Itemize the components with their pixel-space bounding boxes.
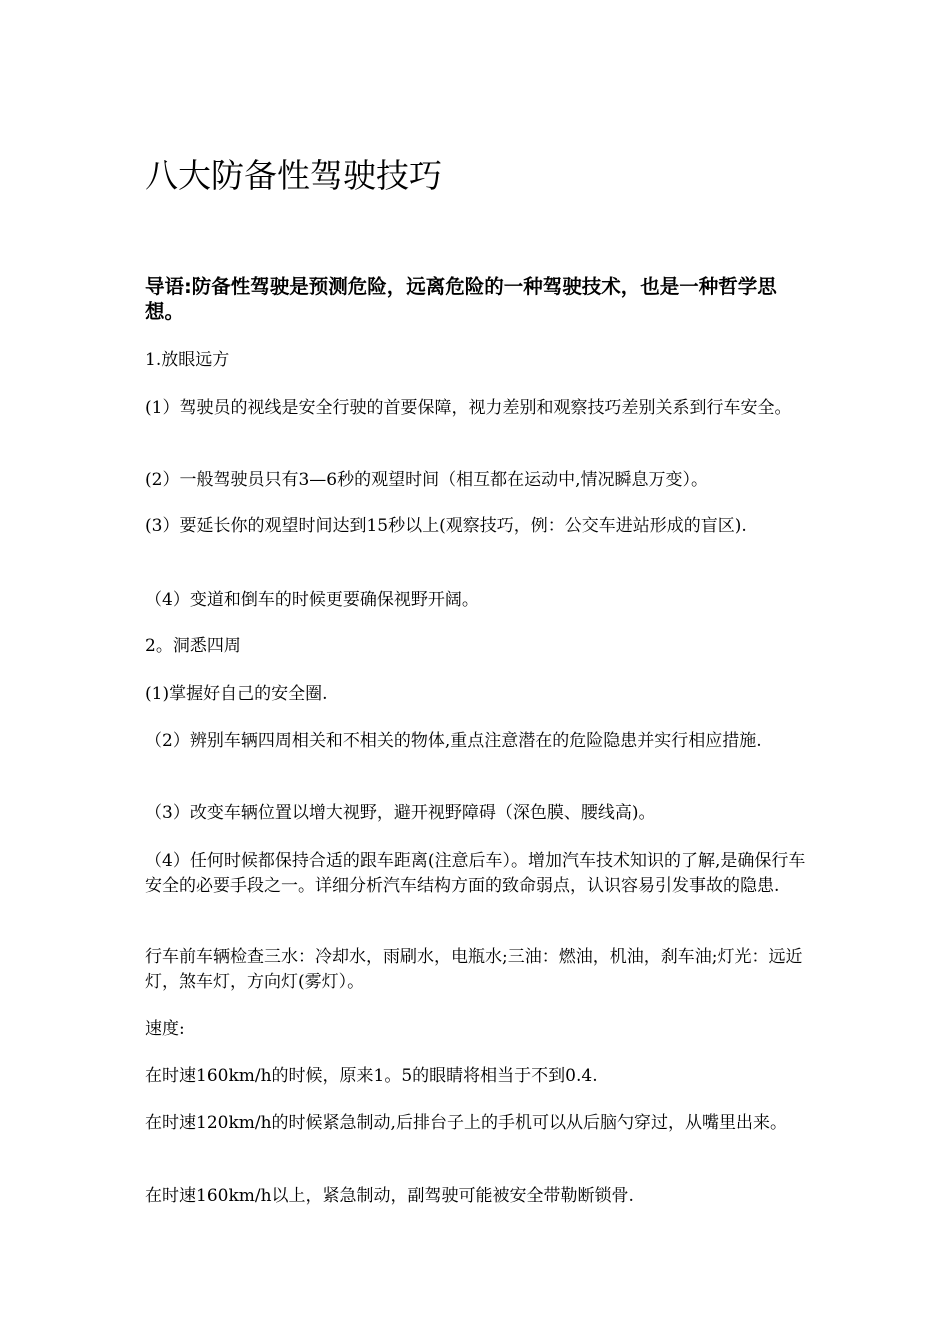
paragraph: (3）要延长你的观望时间达到15秒以上(观察技巧，例：公交车进站形成的盲区). <box>145 516 747 536</box>
section-heading-look-far: 1.放眼远方 <box>145 350 230 370</box>
paragraph: 在时速160km/h以上，紧急制动，副驾驶可能被安全带勒断锁骨. <box>145 1186 634 1206</box>
speed-heading: 速度: <box>145 1019 185 1039</box>
paragraph: 行车前车辆检查三水：冷却水，雨刷水，电瓶水;三油：燃油，机油，刹车油;灯光：远近灯，煞车灯，方向灯(雾灯）。 <box>145 947 803 992</box>
lead-paragraph: 导语:防备性驾驶是预测危险，远离危险的一种驾驶技术，也是一种哲学思想。 <box>145 275 777 323</box>
paragraph: (1)掌握好自己的安全圈. <box>145 684 328 704</box>
paragraph: (1）驾驶员的视线是安全行驶的首要保障，视力差别和观察技巧差别关系到行车安全。 <box>145 398 792 418</box>
section-heading-surroundings: 2。洞悉四周 <box>145 636 241 656</box>
paragraph: （4）任何时候都保持合适的跟车距离(注意后车）。增加汽车技术知识的了解,是确保行车安全的必要手段之一。详细分析汽车结构方面的致命弱点，认识容易引发事故的隐患. <box>145 851 806 896</box>
paragraph: (2）一般驾驶员只有3—6秒的观望时间（相互都在运动中,情况瞬息万变）。 <box>145 470 708 490</box>
document-title: 八大防备性驾驶技巧 <box>145 156 442 195</box>
paragraph: （4）变道和倒车的时候更要确保视野开阔。 <box>145 590 479 610</box>
paragraph: 在时速160km/h的时候，原来1。5的眼睛将相当于不到0.4. <box>145 1066 598 1086</box>
paragraph: （2）辨别车辆四周相关和不相关的物体,重点注意潜在的危险隐患并实行相应措施. <box>145 731 762 751</box>
paragraph: 在时速120km/h的时候紧急制动,后排台子上的手机可以从后脑勺穿过，从嘴里出来。 <box>145 1113 787 1133</box>
paragraph: （3）改变车辆位置以增大视野，避开视野障碍（深色膜、腰线高)。 <box>145 803 656 823</box>
